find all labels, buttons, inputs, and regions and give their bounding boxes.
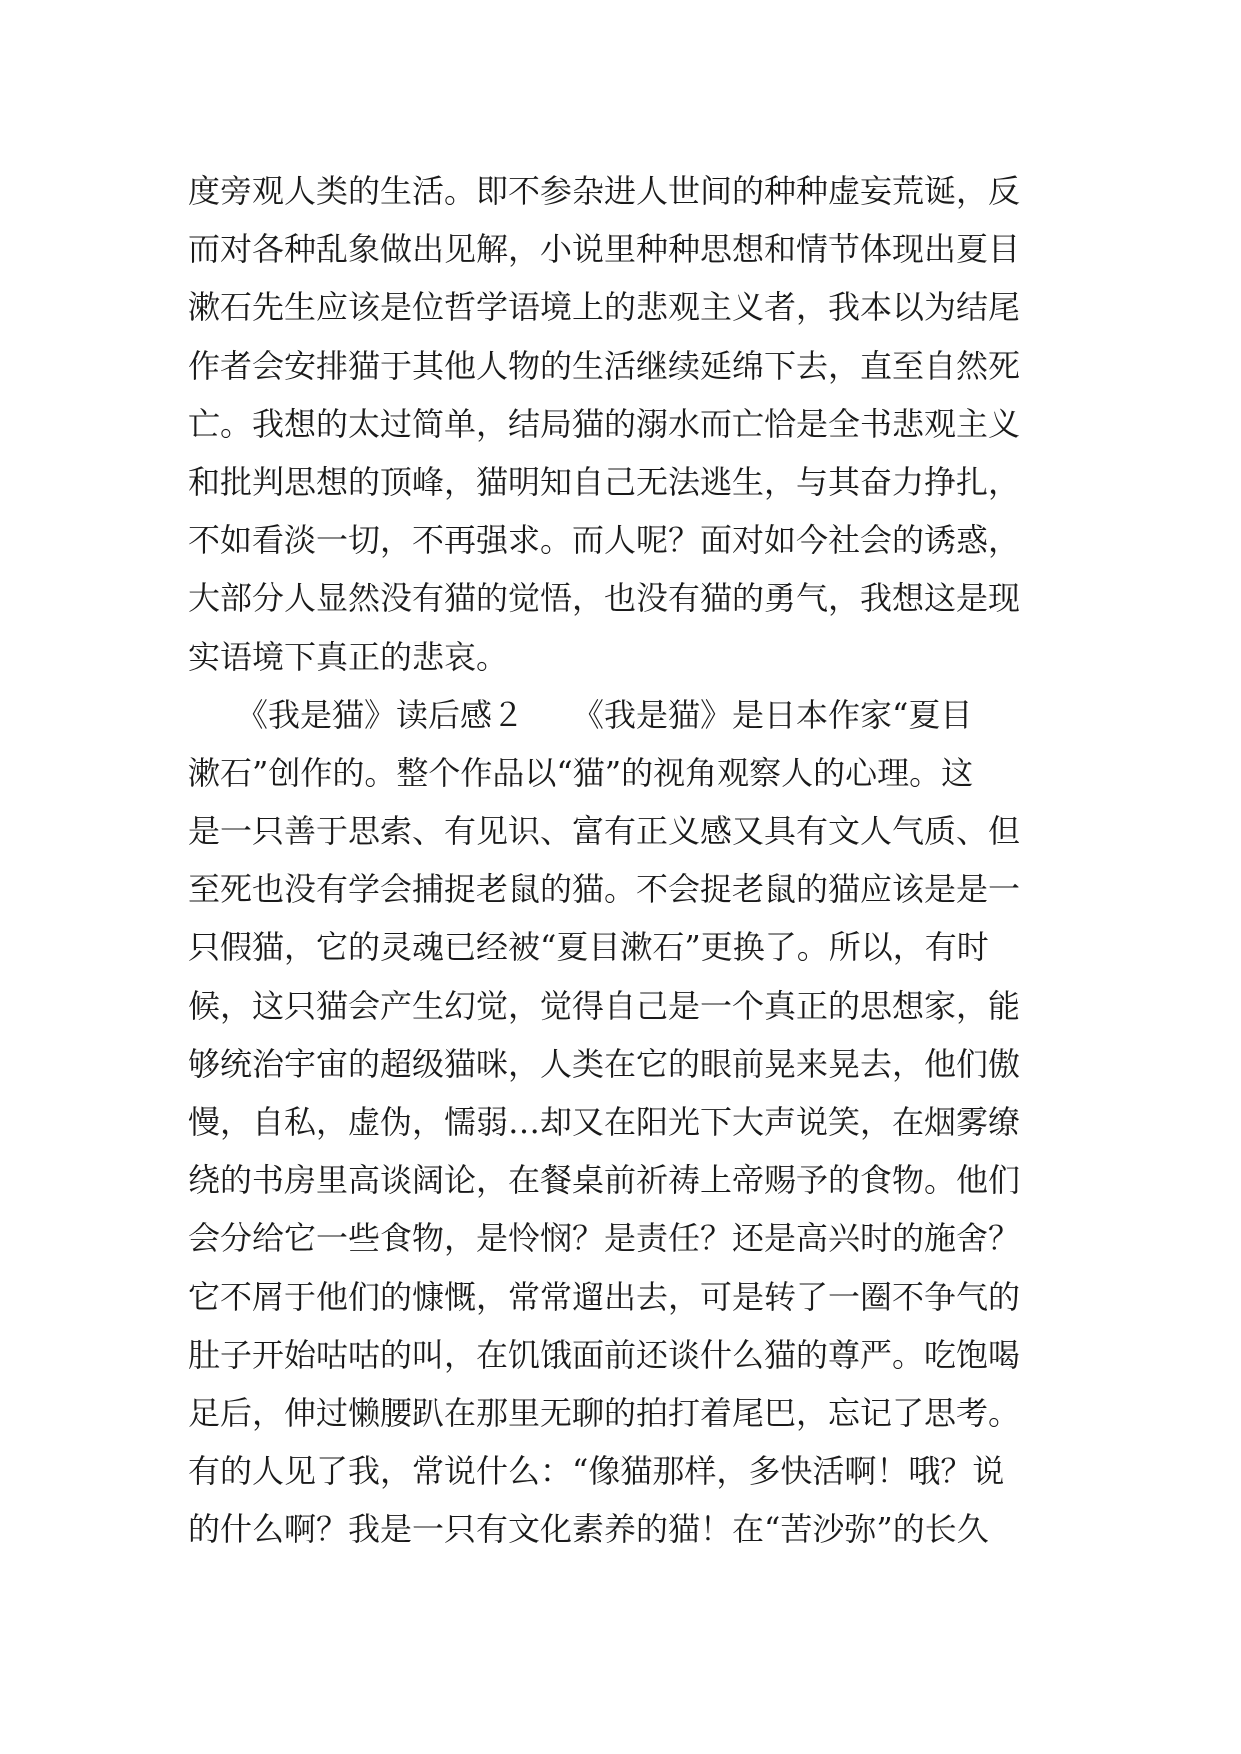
text-line-5: 亡。我想的太过简单，结局猫的溺水而亡恰是全书悲观主义 <box>188 404 1021 443</box>
text-line-14: 只假猫，它的灵魂已经被“夏目漱石”更换了。所以，有时 <box>188 928 989 967</box>
text-line-3: 漱石先生应该是位哲学语境上的悲观主义者，我本以为结尾 <box>188 288 1021 327</box>
text-line-1: 度旁观人类的生活。即不参杂进人世间的种种虚妄荒诞，反 <box>188 172 1021 210</box>
text-line-22: 足后，伸过懒腰趴在那里无聊的拍打着尾巴，忘记了思考。 <box>188 1393 1021 1432</box>
text-line-6: 和批判思想的顶峰，猫明知自己无法逃生，与其奋力挣扎， <box>188 462 1021 501</box>
text-line-21: 肚子开始咕咕的叫，在饥饿面前还谈什么猫的尊严。吃饱喝 <box>188 1335 1021 1374</box>
section-heading-line: 《我是猫》读后感２ 《我是猫》是日本作家“夏目 <box>188 695 973 734</box>
text-line-18: 绕的书房里高谈阔论，在餐桌前祈祷上帝赐予的食物。他们 <box>188 1161 1021 1200</box>
body-text <box>188 162 1068 1559</box>
text-line-13: 至死也没有学会捕捉老鼠的猫。不会捉老鼠的猫应该是是一 <box>188 870 1021 909</box>
text-line-16: 够统治宇宙的超级猫咪，人类在它的眼前晃来晃去，他们傲 <box>188 1044 1021 1083</box>
text-line-4: 作者会安排猫于其他人物的生活继续延绵下去，直至自然死 <box>188 346 1021 385</box>
text-line-17: 慢，自私，虚伪，懦弱…却又在阳光下大声说笑，在烟雾缭 <box>188 1103 1021 1141</box>
text-line-8: 大部分人显然没有猫的觉悟，也没有猫的勇气，我想这是现 <box>188 579 1021 618</box>
text-line-2: 而对各种乱象做出见解，小说里种种思想和情节体现出夏目 <box>188 230 1021 269</box>
text-line-9: 实语境下真正的悲哀。 <box>188 637 509 676</box>
text-line-24: 的什么啊？我是一只有文化素养的猫！在“苦沙弥”的长久 <box>188 1510 989 1549</box>
text-line-19: 会分给它一些食物，是怜悯？是责任？还是高兴时的施舍？ <box>188 1219 1021 1258</box>
text-line-15: 候，这只猫会产生幻觉，觉得自己是一个真正的思想家，能 <box>188 986 1021 1025</box>
text-line-7: 不如看淡一切，不再强求。而人呢？面对如今社会的诱惑， <box>188 521 1021 560</box>
text-line-20: 它不屑于他们的慷慨，常常遛出去，可是转了一圈不争气的 <box>188 1277 1021 1316</box>
text-line-23: 有的人见了我，常说什么：“像猫那样，多快活啊！哦？说 <box>188 1452 1005 1491</box>
text-line-12: 是一只善于思索、有见识、富有正义感又具有文人气质、但 <box>188 812 1021 851</box>
text-line-11: 漱石”创作的。整个作品以“猫”的视角观察人的心理。这 <box>188 753 974 792</box>
